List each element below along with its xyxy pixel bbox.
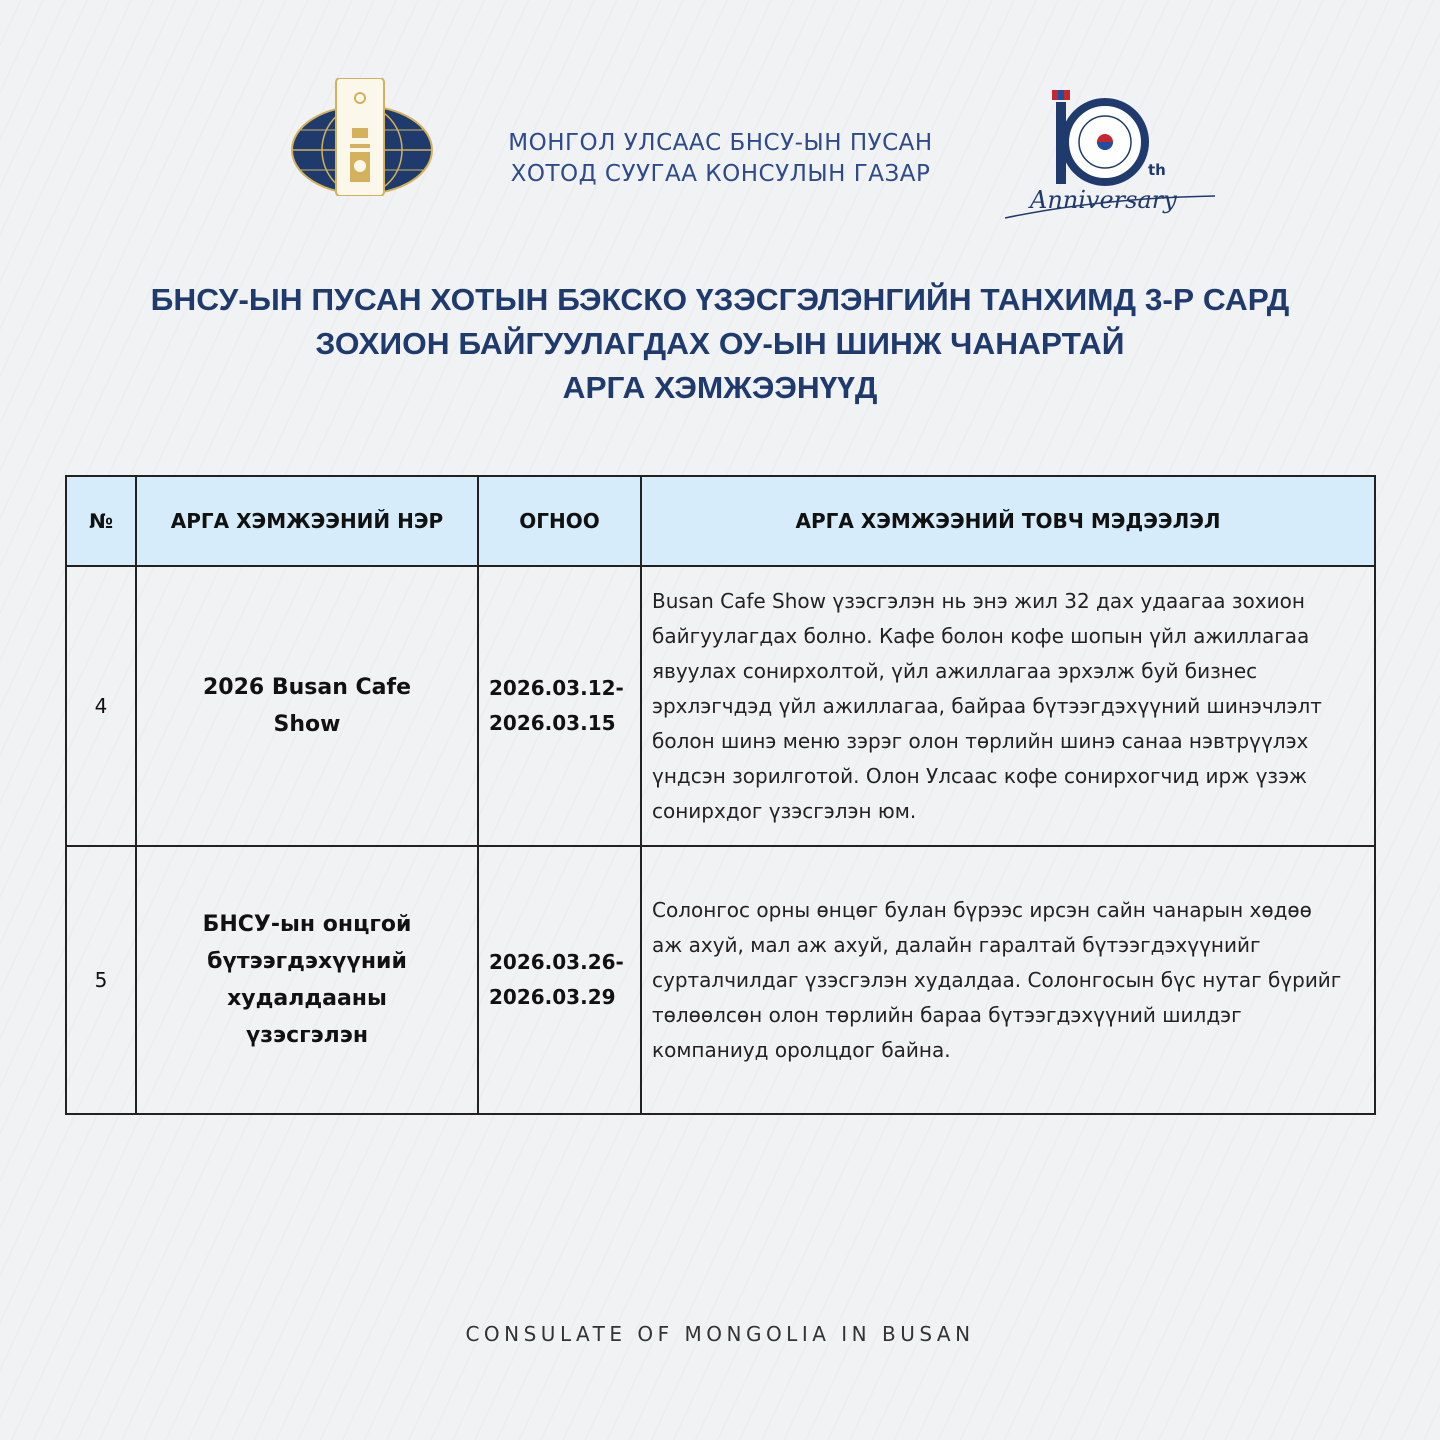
- table-row: [66, 846, 1375, 1114]
- title-line: АРГА ХЭМЖЭЭНҮҮД: [562, 370, 878, 405]
- page-title: [26, 278, 1413, 410]
- event-description: Солонгос орны өнцөг булан бүрээс ирсэн сайн чанарын хөдөө аж ахуй, мал аж ахуй, далайн гаралтай бүтээгдэхүүнийг сурталчилдаг үзэсгэлэн худалдаа. Солонгосын бүс нутаг бүрийг төлөөлсөн олон төрлийн бараа бүтээгдэхүүний шилдэг компаниуд оролцдог байна.: [641, 846, 1375, 1114]
- tenth-anniversary-logo: [1000, 88, 1220, 238]
- event-date: 2026.03.12- 2026.03.15: [478, 566, 641, 846]
- footer-text: CONSULATE OF MONGOLIA IN BUSAN: [465, 1322, 975, 1346]
- event-description: Busan Cafe Show үзэсгэлэн нь энэ жил 32 дах удаагаа зохион байгуулагдах болно. Кафе болон кофе шопын үйл ажиллагаа явуулах сонирхолтой, үйл ажиллагаа эрхэлж буй бизнес эрхлэгчдэд үйл ажиллагаа, байраа бүтээгдэхүүний шинэчлэлт болон шинэ меню зэрэг олон төрлийн шинэ санаа нэвтрүүлэх үндсэн зорилготой. Олон Улсаас кофе сонирхогчид ирж үзэж сонирхдог үзэсгэлэн юм.: [641, 566, 1375, 846]
- header-number: №: [66, 476, 136, 566]
- table-row: [66, 566, 1375, 846]
- title-line: БНСУ-ЫН ПУСАН ХОТЫН БЭКСКО ҮЗЭСГЭЛЭНГИЙН ТАНХИМД 3-Р САРД: [150, 282, 1290, 317]
- title-line: ЗОХИОН БАЙГУУЛАГДАХ ОУ-ЫН ШИНЖ ЧАНАРТАЙ: [315, 326, 1125, 361]
- svg-text:Anniversary: Anniversary: [1030, 186, 1177, 214]
- row-number: 4: [66, 566, 136, 846]
- event-name: 2026 Busan Cafe Show: [136, 566, 478, 846]
- row-number: 5: [66, 846, 136, 1114]
- header-description: АРГА ХЭМЖЭЭНИЙ ТОВЧ МЭДЭЭЛЭЛ: [641, 476, 1375, 566]
- organization-name: [468, 128, 973, 190]
- svg-text:th: th: [1148, 161, 1166, 179]
- table-header-row: [66, 476, 1375, 566]
- mongolia-emblem-logo: [290, 78, 435, 196]
- event-date: 2026.03.26- 2026.03.29: [478, 846, 641, 1114]
- header-event-name: АРГА ХЭМЖЭЭНИЙ НЭР: [136, 476, 478, 566]
- org-name-line: МОНГОЛ УЛСААС БНСУ-ЫН ПУСАН: [508, 130, 933, 156]
- header-date: ОГНОО: [478, 476, 641, 566]
- org-name-line: ХОТОД СУУГАА КОНСУЛЫН ГАЗАР: [510, 161, 931, 187]
- events-table: [65, 475, 1376, 1115]
- event-name: БНСУ-ын онцгой бүтээгдэхүүний худалдааны үзэсгэлэн: [136, 846, 478, 1114]
